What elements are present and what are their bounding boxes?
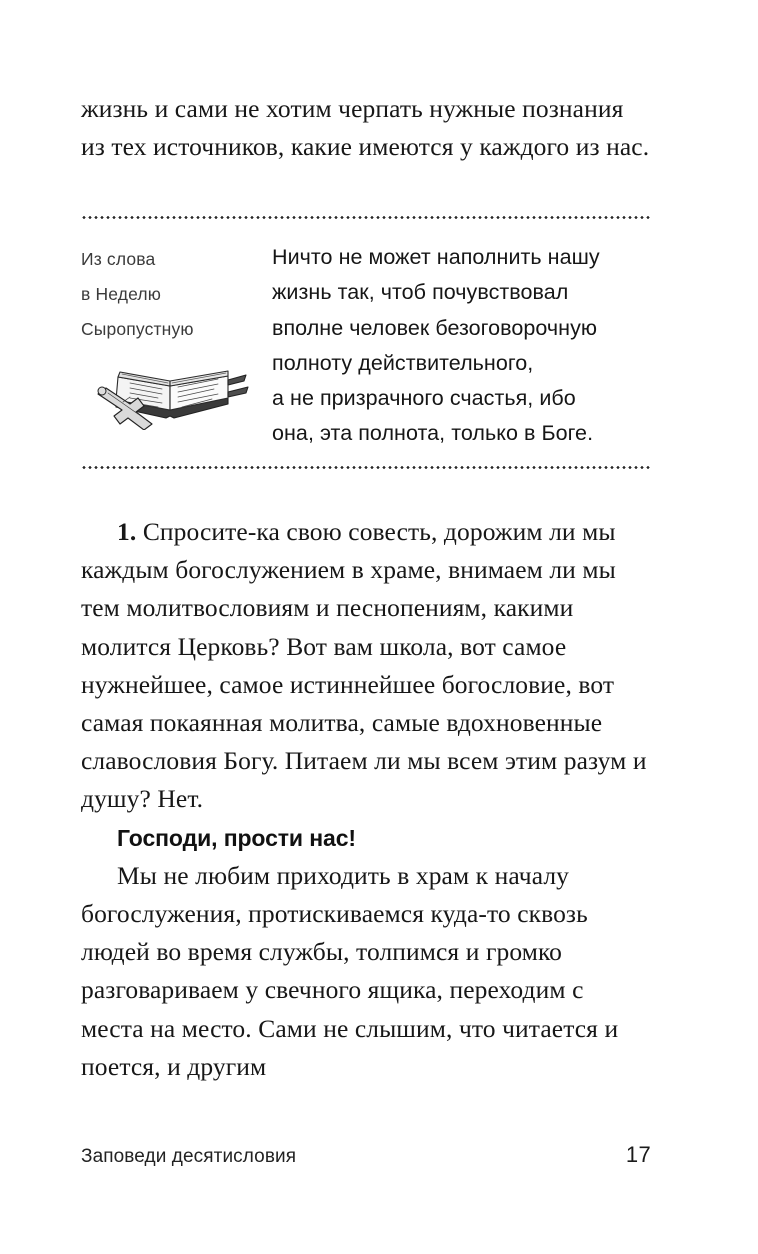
quote-line: она, эта полнота, только в Боге. (272, 421, 594, 446)
running-head: Заповеди десятисловия (81, 1146, 297, 1167)
quote-line: жизнь так, чтоб почувствовал (272, 280, 569, 305)
quote-source-line: Из слова (81, 249, 156, 269)
numbered-paragraph-text: Спросите-ка свою совесть, дорожим ли мы каждым богослужением в храме, внимаем ли мы тем молитвословиям и песнопениям, какими молится Церковь? Вот вам школа, вот самое нужнейшее, самое истиннейшее богословие, вот самая покаянная молитва, самые вдохновенные славословия Богу. Питаем ли мы всем этим разум и душу? Нет. (81, 517, 654, 814)
body-paragraph-two (81, 857, 651, 1086)
quote-source-line: в Неделю (81, 284, 162, 304)
quote-source-line: Сыропустную (81, 319, 194, 339)
pull-quote-block (0, 232, 758, 462)
quote-source-caption (81, 242, 261, 347)
quote-line: а не призрачного счастья, ибо (272, 386, 576, 411)
numbered-paragraph (81, 513, 654, 819)
top-paragraph-text: жизнь и сами не хотим черпать нужные познания из тех источников, какие имеются у каждого из нас. (81, 94, 650, 162)
exclamation-line (81, 819, 651, 857)
dotted-divider-top (81, 216, 651, 219)
top-paragraph (81, 90, 651, 166)
page-number: 17 (625, 1142, 651, 1167)
page-footer (81, 1142, 651, 1168)
quote-line: вполне человек безоговорочную (272, 315, 598, 340)
quote-line: Ничто не может наполнить нашу (272, 245, 600, 269)
main-body (81, 513, 654, 1086)
dotted-divider-bottom (81, 466, 651, 469)
item-number: 1. (117, 517, 137, 546)
quote-text (272, 240, 654, 452)
body-paragraph-two-text: Мы не любим приходить в храм к началу богослужения, протискиваемся куда-то сквозь людей во время службы, толпимся и громко разговариваем у свечного ящика, переходим с места на место. Сами не слышим, что читается и поется, и другим (81, 860, 625, 1081)
exclamation-text: Господи, прости нас! (117, 824, 356, 851)
quote-line: полноту действительного, (272, 350, 534, 375)
open-book-with-cross-icon (78, 350, 258, 430)
